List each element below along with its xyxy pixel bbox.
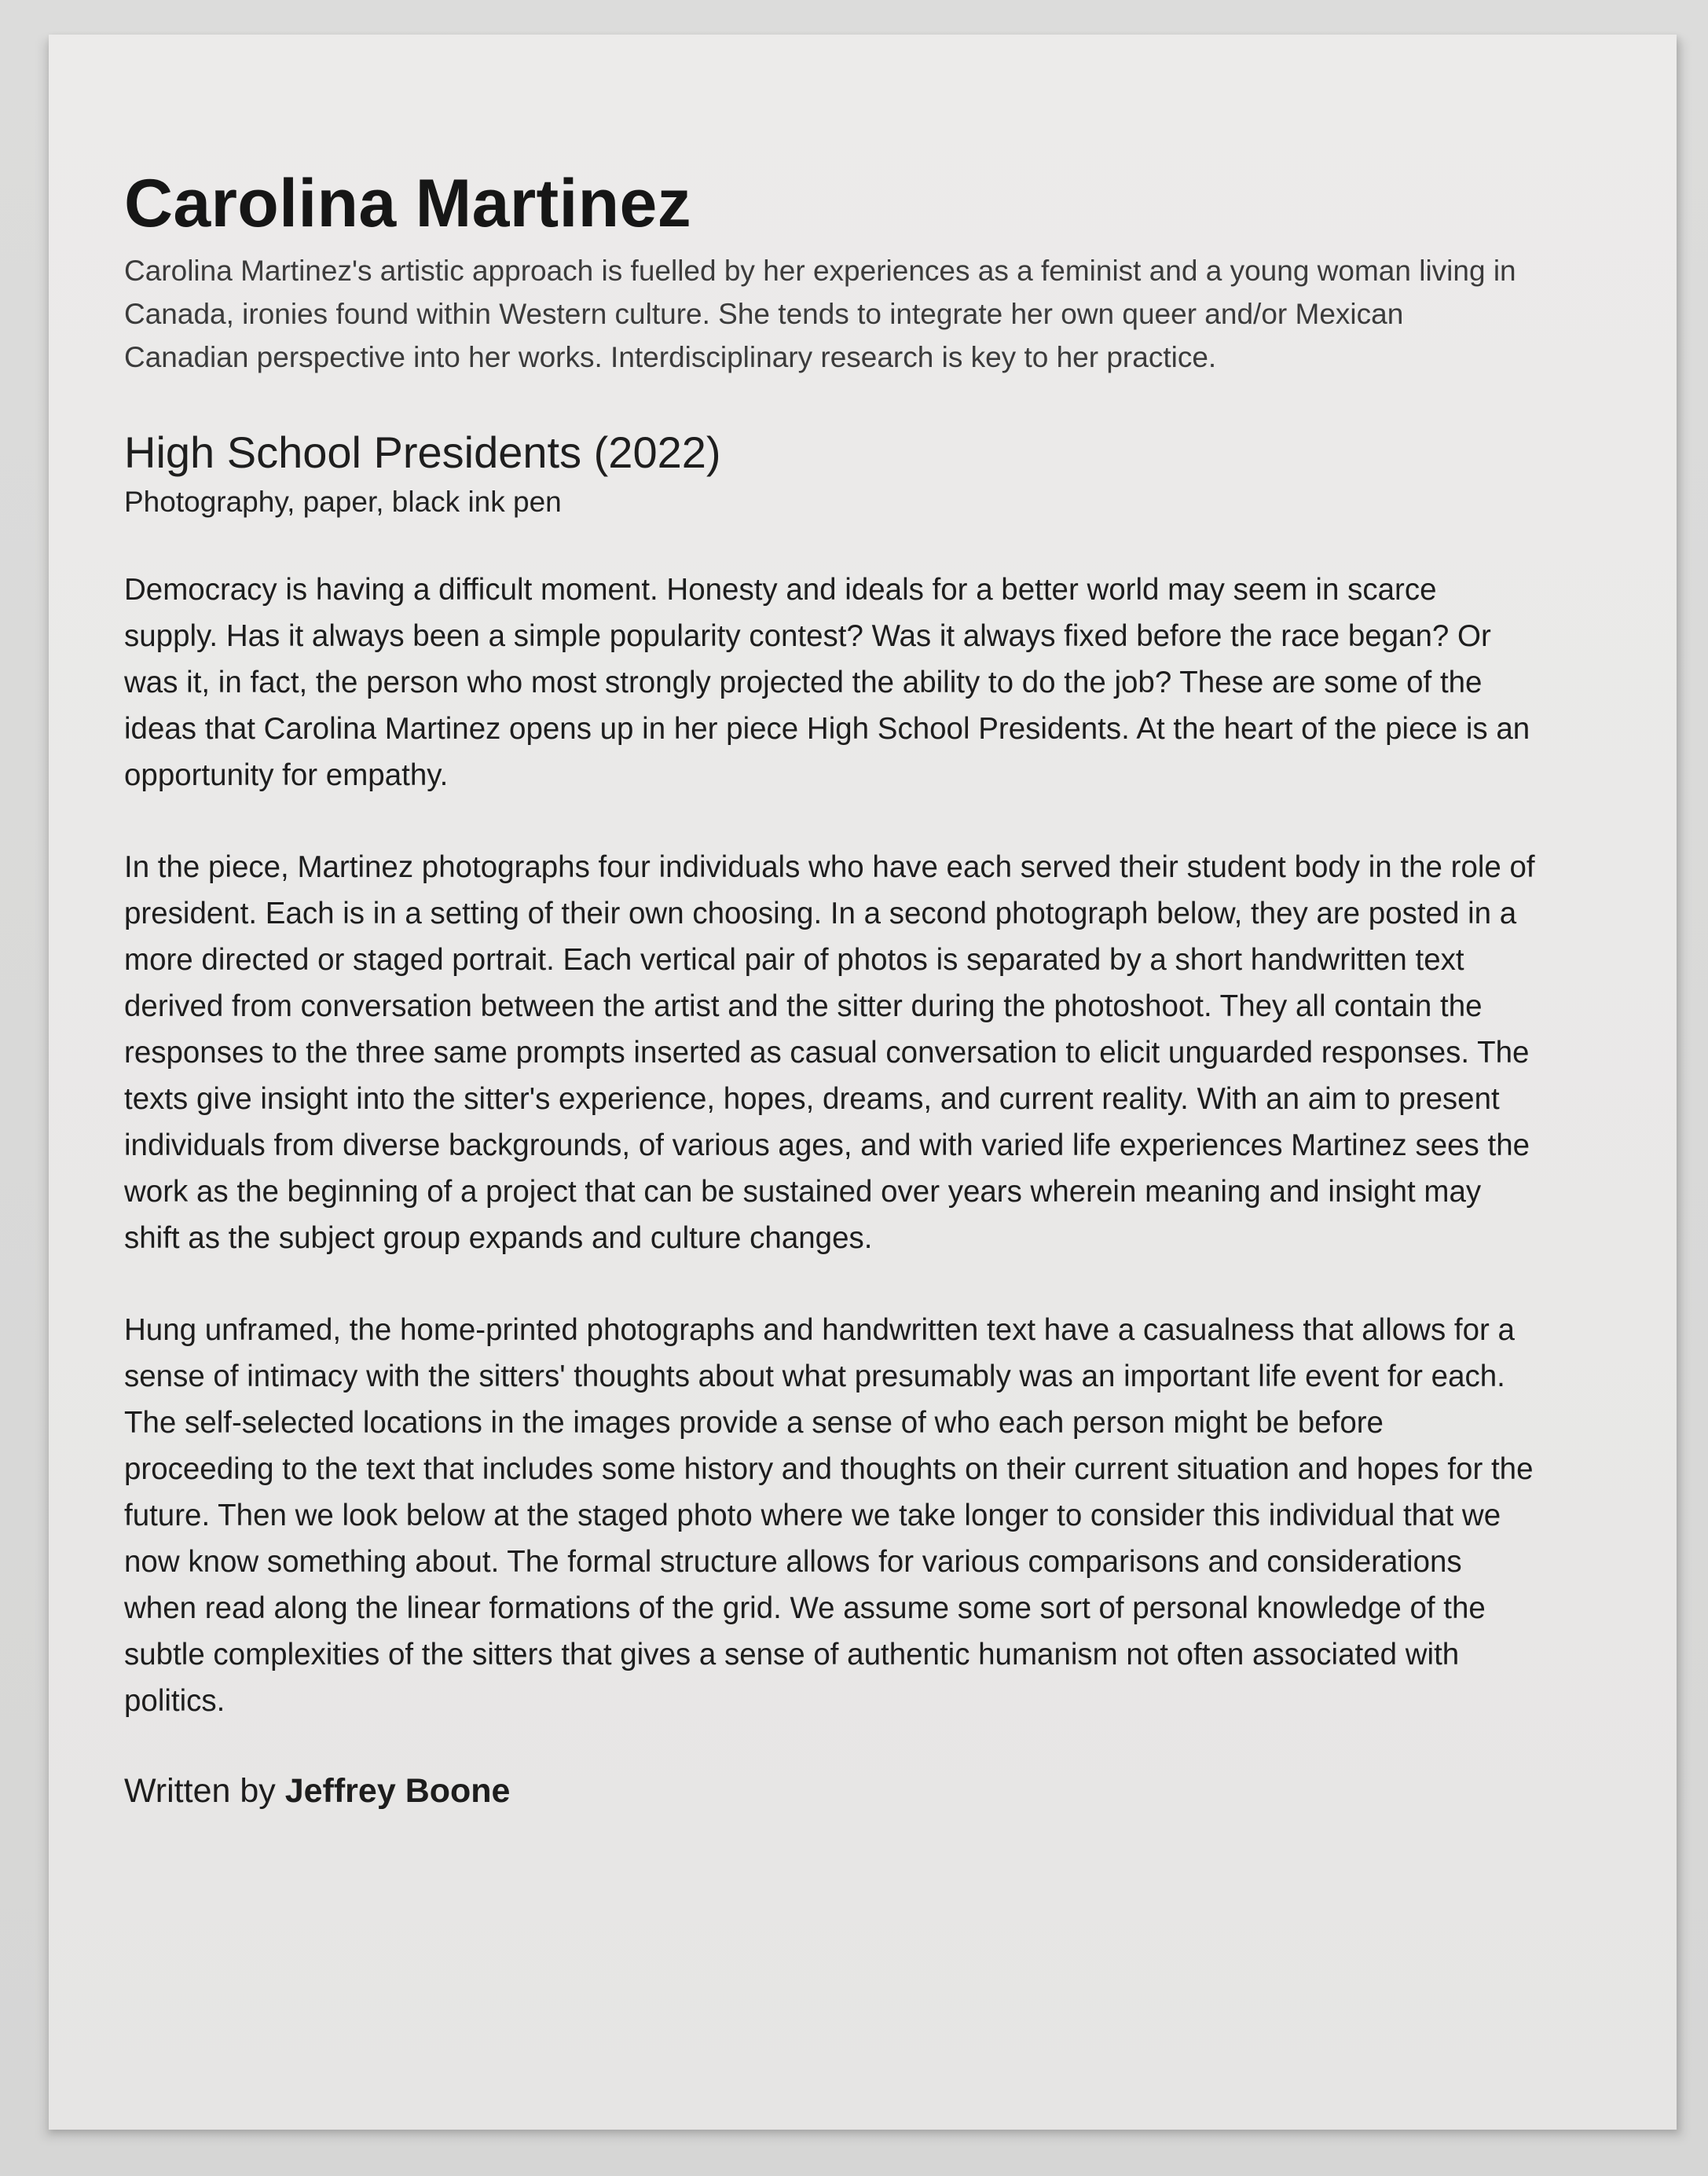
description-paragraph-2: In the piece, Martinez photographs four individuals who have each served their student body in the role of president. Each is in a setting of their own choosing. In a second photograph below, they are posted in a more directed or staged portrait. Each vertical pair of photos is separated by a short handwritten text derived from conversation between the artist and the sitter during the photoshoot. They all contain the responses to the three same prompts inserted as casual conversation to elicit unguarded responses. The texts give insight into the sitter's experience, hopes, dreams, and current reality. With an aim to present individuals from diverse backgrounds, of various ages, and with varied life experiences Martinez sees the work as the beginning of a project that can be sustained over years wherein meaning and insight may shift as the subject group expands and culture changes. <box>124 849 1535 1255</box>
work-medium: Photography, paper, black ink pen <box>124 485 562 518</box>
artist-name: Carolina Martinez <box>124 166 691 241</box>
description-paragraph-1: Democracy is having a difficult moment. Honesty and ideals for a better world may seem in scarce supply. Has it always been a simple popularity contest? Was it always fixed before the race began? Or was it, in fact, the person who most strongly projected the ability to do the job? These are some of the ideas that Carolina Martinez opens up in her piece High School Presidents. At the heart of the piece is an opportunity for empathy. <box>124 572 1530 792</box>
credit-prefix: Written by <box>124 1771 276 1810</box>
artist-bio: Carolina Martinez's artistic approach is fuelled by her experiences as a feminist and a young woman living in Canada, ironies found within Western culture. She tends to integrate her own queer and/or Mexican Canadian perspective into her works. Interdisciplinary research is key to her practice. <box>124 254 1516 373</box>
author-credit <box>124 1770 1554 1814</box>
work-title: High School Presidents (2022) <box>124 427 721 477</box>
description-paragraph-3: Hung unframed, the home-printed photographs and handwritten text have a casualness that allows for a sense of intimacy with the sitters' thoughts about what presumably was an important life event for each. The self-selected locations in the images provide a sense of who each person might be before proceeding to the text that includes some history and thoughts on their current situation and hopes for the future. Then we look below at the staged photo where we take longer to consider this individual that we now know something about. The formal structure allows for various comparisons and considerations when read along the linear formations of the grid. We assume some sort of personal knowledge of the subtle complexities of the sitters that gives a sense of authentic humanism not often associated with politics. <box>124 1312 1534 1718</box>
credit-author: Jeffrey Boone <box>284 1771 511 1810</box>
placard-content <box>124 167 1554 1814</box>
